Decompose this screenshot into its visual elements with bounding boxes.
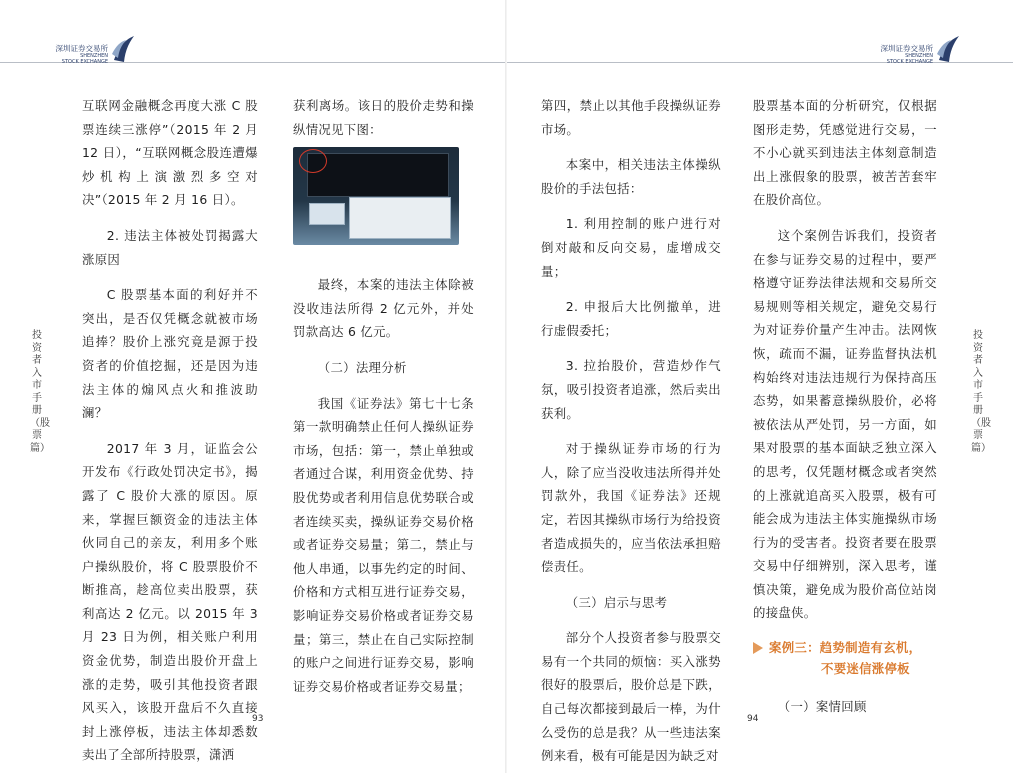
sidebar-book-title: 投资者入市手册（股票篇） <box>971 330 991 454</box>
paragraph: 这个案例告诉我们，投资者在参与证券交易的过程中，要严格遵守证券法律法规和交易所交易规则等相关规定，避免交易行为对证券价量产生冲击。法网恢恢，疏而不漏，证券监督执法机构始终对违法违规行为保持高压态势，如果蓄意操纵股价，必将被依法从严处罚，另一方面，如果对股票的基本面缺乏独立深入的思考，仅凭题材概念或者突然的上涨就追高买入股票，极有可能会成为违法主体实施操纵市场行为的受害者。投资者要在股票交易中仔细辨别，深入思考，谨慎决策，避免成为股价高位站岗的接盘侠。 <box>753 227 937 621</box>
left-col-2 <box>293 94 474 710</box>
logo-english-name <box>62 53 108 65</box>
paragraph: 本案中，相关违法主体操纵股价的手法包括： <box>541 157 721 196</box>
stock-chart-screenshot <box>293 147 459 245</box>
paragraph: 我国《证券法》第七十七条第一款明确禁止任何人操纵证券市场，包括：第一，禁止单独或者通过合谋，利用资金优势、持股优势或者利用信息优势联合或者连续买卖，操纵证券交易价格或者证券交易量；第二，禁止与他人串通，以事先约定的时间、价格和方式相互进行证券交易，影响证券交易价格或者证券交易量；第三，禁止在自己实际控制的账户之间进行证券交易，影响证券交易价格或者证券交易量； <box>293 395 474 694</box>
right-col-2 <box>753 94 937 731</box>
chart-area <box>307 153 449 197</box>
section-heading: （二）法理分析 <box>317 359 407 375</box>
szse-logo <box>871 34 961 68</box>
page-number: 93 <box>252 714 264 724</box>
left-page <box>0 0 506 773</box>
paragraph: 对于操纵证券市场的行为人，除了应当没收违法所得并处罚款外，我国《证券法》还规定，若因其操纵市场行为给投资者造成损失的，应当依法承担赔偿责任。 <box>541 441 721 575</box>
szse-logo-icon <box>110 34 136 64</box>
szse-logo-icon <box>935 34 961 64</box>
logo-en-line-1: SHENZHEN <box>905 53 933 59</box>
list-item: 3. 拉抬股价，营造炒作气氛，吸引投资者追涨，然后卖出获利。 <box>541 358 721 421</box>
paragraph: 第四，禁止以其他手段操纵证券市场。 <box>541 98 721 137</box>
logo-chinese-name: 深圳证券交易所 <box>880 44 933 53</box>
paragraph: 股票基本面的分析研究，仅根据图形走势，凭感觉进行交易，一不小心就买到违法主体刻意制造出上涨假象的股票，被苦苦套牢在股价高位。 <box>753 98 937 208</box>
list-item: 2. 申报后大比例撤单，进行虚假委托； <box>541 299 721 338</box>
logo-en-line-2: STOCK EXCHANGE <box>61 59 108 65</box>
logo-english-name <box>887 53 933 65</box>
paragraph: 部分个人投资者参与股票交易有一个共同的烦恼：买入涨势很好的股票后，股价总是下跌，自己每次都接到最后一棒，为什么受伤的总是我？从一些违法案例来看，极有可能是因为缺乏对 <box>541 630 721 764</box>
paragraph: 获利离场。该日的股价走势和操纵情况见下图： <box>293 98 474 137</box>
right-col-1 <box>541 94 721 780</box>
info-panel-small <box>309 203 345 225</box>
page-number: 94 <box>747 714 759 724</box>
sidebar-book-title: 投资者入市手册（股票篇） <box>30 330 50 454</box>
case-title-line-2: 不要迷信涨停板 <box>821 661 910 677</box>
paragraph: C 股票基本面的利好并不突出，是否仅凭概念就被市场追捧？股价上涨究竟是源于投资者的价值挖掘，还是因为违法主体的煽风点火和推波助澜？ <box>82 287 258 421</box>
logo-en-line-2: STOCK EXCHANGE <box>886 59 933 65</box>
left-col-1 <box>82 94 258 779</box>
logo-en-line-1: SHENZHEN <box>80 53 108 59</box>
arrow-icon <box>753 642 763 654</box>
case-title <box>753 637 937 679</box>
right-page <box>507 0 1013 773</box>
section-heading: （三）启示与思考 <box>565 594 668 610</box>
info-panel <box>349 197 451 239</box>
szse-logo <box>46 34 136 68</box>
list-item: 1. 利用控制的账户进行对倒对敲和反向交易，虚增成交量； <box>541 216 721 279</box>
logo-chinese-name: 深圳证券交易所 <box>55 44 108 53</box>
section-subheading: 2. 违法主体被处罚揭露大涨原因 <box>82 227 258 267</box>
case-title-line-1: 案例三：趋势制造有玄机， <box>769 640 922 656</box>
paragraph: 最终，本案的违法主体除被没收违法所得 2 亿元外，并处罚款高达 6 亿元。 <box>293 277 474 340</box>
paragraph: 互联网金融概念再度大涨 C 股票连续三涨停”（2015 年 2 月 12 日），“互联网概念股连遭爆炒机构上演激烈多空对决”（2015 年 2 月 16 日）。 <box>82 98 258 208</box>
case-title-text <box>769 637 921 679</box>
paragraph: 2017 年 3 月，证监会公开发布《行政处罚决定书》，揭露了 C 股价大涨的原因。原来，掌握巨额资金的违法主体伙同自己的亲友，利用多个账户操纵股价，将 C 股票股价不断推高，趁高位卖出股票，获利高达 2 亿元。以 2015 年 3 月 23 日为例，相关账户利用资金优势，制造出股价开盘上涨的走势，吸引其他投资者跟风买入，该股开盘后不久直接封上涨停板，违法主体却悉数卖出了全部所持股票，潇洒 <box>82 440 258 763</box>
section-heading: （一）案情回顾 <box>777 699 867 715</box>
